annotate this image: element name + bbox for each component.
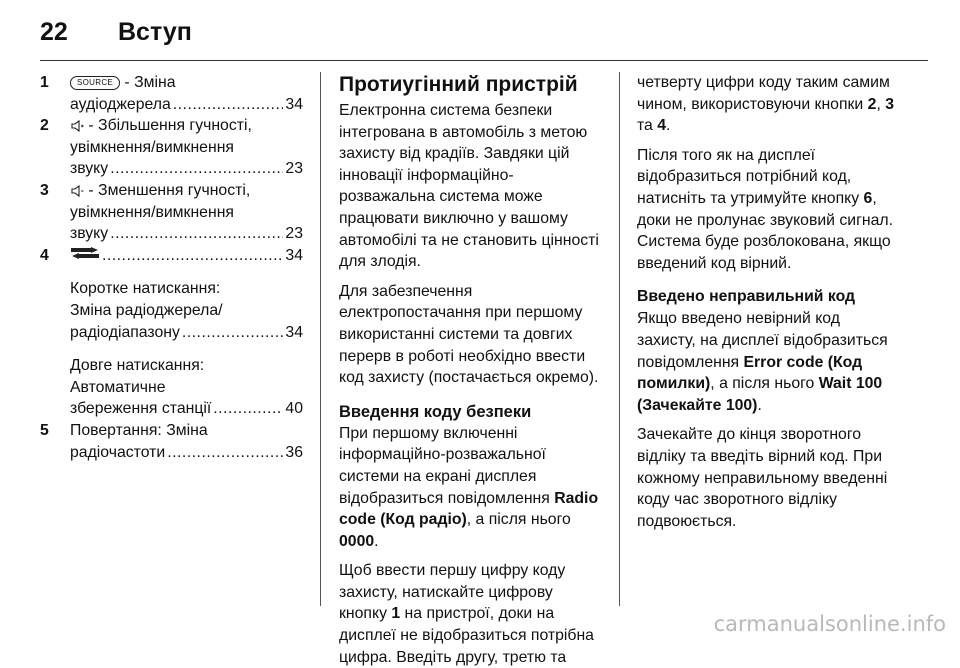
paragraph: Зачекайте до кінця зворотного відліку та введіть вірний код. При кожному неправильному введенні коду час зворотного відліку подвоюється. (637, 426, 888, 530)
leader-dots (167, 442, 283, 464)
entry-number: 3 (40, 181, 49, 199)
paragraph: Для забезпечення електропостачання при першому використанні системи та довгих перерв в роботі необхідно ввести код захисту (постачається окремо). (339, 282, 599, 387)
page-ref[interactable]: 34 (285, 323, 303, 341)
page-header (40, 16, 928, 58)
anti-theft-column (339, 72, 605, 668)
paragraph: Після того як на дисплеї відобразиться потрібний код, натисніть та утримуйте кнопку 6, доки не пролунає звуковий сигнал. Система буде розблокована, якщо введений код вірний. (637, 146, 893, 272)
section-title: Протиугінний пристрій (339, 73, 578, 96)
page-title: Вступ (118, 18, 192, 46)
paragraph: Якщо введено невірний код захисту, на дисплеї відобразиться повідомлення Error code (Код помилки), а після нього Wait 100 (Зачекайте 100). (637, 310, 888, 414)
paragraph: При першому включенні інформаційно-розважальної системи на екрані дисплея відобразиться повідомлення Radio code (Код радіо), а після нього 0000. (339, 424, 599, 550)
leader-dots (110, 223, 283, 245)
watermark: carmanualsonline.info (713, 612, 946, 636)
leader-dots (110, 158, 283, 180)
leader-dots (182, 322, 284, 344)
header-rule (40, 60, 928, 61)
control-entry-2: 2 - Збільшення гучності, увімкнення/вимкнення звуку ..... 23 (40, 115, 303, 180)
controls-list-column (40, 72, 303, 463)
short-press-block: Коротке натискання: Зміна радіоджерела/ радіодіапазону ..... 34 (40, 278, 303, 343)
band-switch-icon (70, 246, 100, 260)
page-ref[interactable]: 34 (285, 246, 303, 264)
source-button-icon: SOURCE (70, 76, 120, 90)
control-entry-5: 5 Повертання: Зміна радіочастоти ..... 36 (40, 420, 303, 463)
column-divider-right (619, 72, 620, 606)
page-number: 22 (40, 18, 68, 46)
page-ref[interactable]: 40 (285, 400, 303, 418)
paragraph: четверту цифри коду таким самим чином, використовуючи кнопки 2, 3 та 4. (637, 74, 895, 135)
entry-number: 4 (40, 246, 49, 264)
page-ref[interactable]: 23 (285, 160, 303, 178)
column-divider-left (320, 72, 321, 606)
control-entry-4 (40, 245, 303, 267)
volume-down-icon (70, 184, 84, 198)
entry-number: 5 (40, 421, 49, 439)
long-press-block: Довге натискання: Автоматичне збереження станції ..... 40 (40, 355, 303, 420)
leader-dots (213, 398, 283, 420)
paragraph: Електронна система безпеки інтегрована в автомобіль з метою захисту від крадіїв. Завдяки цій інновації інформаційно- розважальна система може працювати виключно у вашому автомобілі та не становить цінності для злодія. (339, 102, 599, 271)
leader-dots (102, 245, 283, 267)
volume-up-icon (70, 119, 84, 133)
code-entry-column (637, 72, 907, 532)
control-entry-1: 1 SOURCE - Зміна аудіоджерела ..... 34 (40, 72, 303, 115)
page-ref[interactable]: 23 (285, 225, 303, 243)
page-ref[interactable]: 34 (285, 95, 303, 113)
subsection-title: Введення коду безпеки (339, 402, 532, 421)
page-ref[interactable]: 36 (285, 443, 303, 461)
entry-number: 1 (40, 74, 49, 91)
subsection-title: Введено неправильний код (637, 288, 856, 306)
paragraph: Щоб ввести першу цифру коду захисту, натискайте цифрову кнопку 1 на пристрої, доки на дисплеї не відобразиться потрібна цифра. Введіть другу, третю та (339, 562, 594, 666)
control-entry-3: 3 - Зменшення гучності, увімкнення/вимкнення звуку ..... 23 (40, 180, 303, 245)
entry-number: 2 (40, 117, 49, 135)
leader-dots (173, 94, 284, 116)
